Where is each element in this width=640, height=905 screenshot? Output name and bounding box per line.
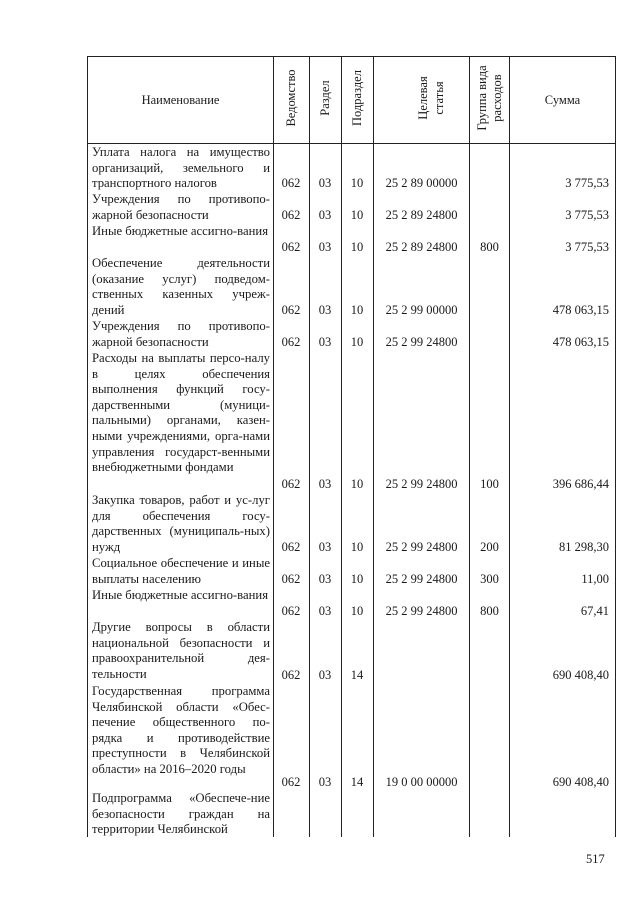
row-celevaya: 25 2 99 24800 [385,477,458,492]
row-podrazdel: 10 [350,572,364,587]
row-vedomstvo: 062 [281,303,301,318]
row-vedomstvo: 062 [281,668,301,683]
row-vedomstvo: 062 [281,604,301,619]
row-podrazdel: 10 [350,303,364,318]
row-podrazdel: 10 [350,540,364,555]
row-name: Подпрограмма «Обеспече-ние безопасности граждан на территории Челябинской [92,791,270,837]
header-vedomstvo: Ведомство [284,69,298,127]
row-name: Расходы на выплаты персо-налу в целях обеспечения выполнения функций госу-дарственными (муници-пальными) органами, казен-ными учреждениями, орга-нами управления государст-венными внебюджетными фондами [92,351,270,475]
table-row [88,224,615,256]
row-vedomstvo: 062 [281,335,301,350]
row-name: Учреждения по противопо-жарной безопасности [92,319,270,349]
table-row [88,791,615,837]
row-celevaya: 25 2 99 24800 [385,572,458,587]
row-vedomstvo: 062 [281,208,301,223]
row-celevaya: 19 0 00 00000 [385,775,458,790]
table-row [88,192,615,224]
row-gruppa: 800 [480,604,499,619]
row-vedomstvo: 062 [281,240,301,255]
page-number: 517 [586,852,605,866]
row-name: Государственная программа Челябинской области «Обес-печение общественного по-рядка и противодействие преступности в Челябинской области» на 2016–2020 годы [92,684,270,776]
row-podrazdel: 10 [350,240,364,255]
table-row [88,351,615,493]
row-razdel: 03 [318,604,332,619]
row-summa: 478 063,15 [552,335,609,350]
row-summa: 67,41 [580,604,609,619]
row-name: Иные бюджетные ассигно-вания [92,224,269,238]
row-razdel: 03 [318,303,332,318]
row-razdel: 03 [318,335,332,350]
row-summa: 11,00 [581,572,609,587]
row-gruppa: 200 [480,540,499,555]
table-row [88,493,615,556]
row-razdel: 03 [318,572,332,587]
row-summa: 3 775,53 [565,240,609,255]
table-row [88,256,615,319]
header-podrazdel: Подраздел [350,70,364,126]
header-celevaya-line1: Целевая [416,76,430,120]
row-celevaya: 25 2 89 24800 [385,208,458,223]
row-gruppa: 800 [480,240,499,255]
row-name: Социальное обеспечение и иные выплаты населению [92,556,270,586]
row-podrazdel: 14 [350,775,364,790]
header-gruppa-line2: расходов [490,74,504,122]
header-razdel: Раздел [318,80,332,116]
row-razdel: 03 [318,775,332,790]
row-gruppa: 100 [480,477,499,492]
row-vedomstvo: 062 [281,540,301,555]
row-name: Уплата налога на имущество организаций, земельного и транспортного налогов [92,145,270,191]
row-vedomstvo: 062 [281,572,301,587]
row-name: Иные бюджетные ассигно-вания [92,588,269,602]
row-summa: 3 775,53 [565,176,609,191]
row-vedomstvo: 062 [281,775,301,790]
row-summa: 81 298,30 [559,540,609,555]
row-summa: 478 063,15 [552,303,609,318]
row-summa: 3 775,53 [565,208,609,223]
header-celevaya-line2: статья [432,81,446,115]
row-celevaya: 25 2 99 00000 [385,303,458,318]
header-summa: Сумма [544,93,581,107]
row-podrazdel: 14 [350,668,364,683]
header-name: Наименование [141,93,220,107]
row-vedomstvo: 062 [281,176,301,191]
table-row [88,145,615,192]
row-podrazdel: 10 [350,208,364,223]
row-celevaya: 25 2 89 24800 [385,240,458,255]
row-razdel: 03 [318,240,332,255]
row-name: Закупка товаров, работ и ус-луг для обеспечения госу-дарственных (муниципаль-ных) нужд [92,493,270,554]
table-row [88,588,615,620]
table-row [88,620,615,684]
row-razdel: 03 [318,176,332,191]
table-row [88,556,615,588]
row-vedomstvo: 062 [281,477,301,492]
row-podrazdel: 10 [350,176,364,191]
row-celevaya: 25 2 99 24800 [385,335,458,350]
row-podrazdel: 10 [350,335,364,350]
row-summa: 690 408,40 [552,775,609,790]
header-gruppa-line1: Группа вида [475,65,489,131]
table-row [88,684,615,791]
row-celevaya: 25 2 99 24800 [385,604,458,619]
row-celevaya: 25 2 89 00000 [385,176,458,191]
row-razdel: 03 [318,668,332,683]
row-name: Учреждения по противопо-жарной безопасности [92,192,270,222]
row-summa: 690 408,40 [552,668,609,683]
row-podrazdel: 10 [350,604,364,619]
row-gruppa: 300 [480,572,499,587]
row-summa: 396 686,44 [552,477,609,492]
row-name: Обеспечение деятельности (оказание услуг) подведом-ственных казенных учреж-дений [92,256,270,317]
row-name: Другие вопросы в области национальной безопасности и правоохранительной дея-тельности [92,620,270,681]
row-razdel: 03 [318,208,332,223]
header-divider [88,143,615,144]
budget-table [87,56,616,837]
table-row [88,319,615,351]
row-razdel: 03 [318,477,332,492]
row-podrazdel: 10 [350,477,364,492]
row-razdel: 03 [318,540,332,555]
row-celevaya: 25 2 99 24800 [385,540,458,555]
